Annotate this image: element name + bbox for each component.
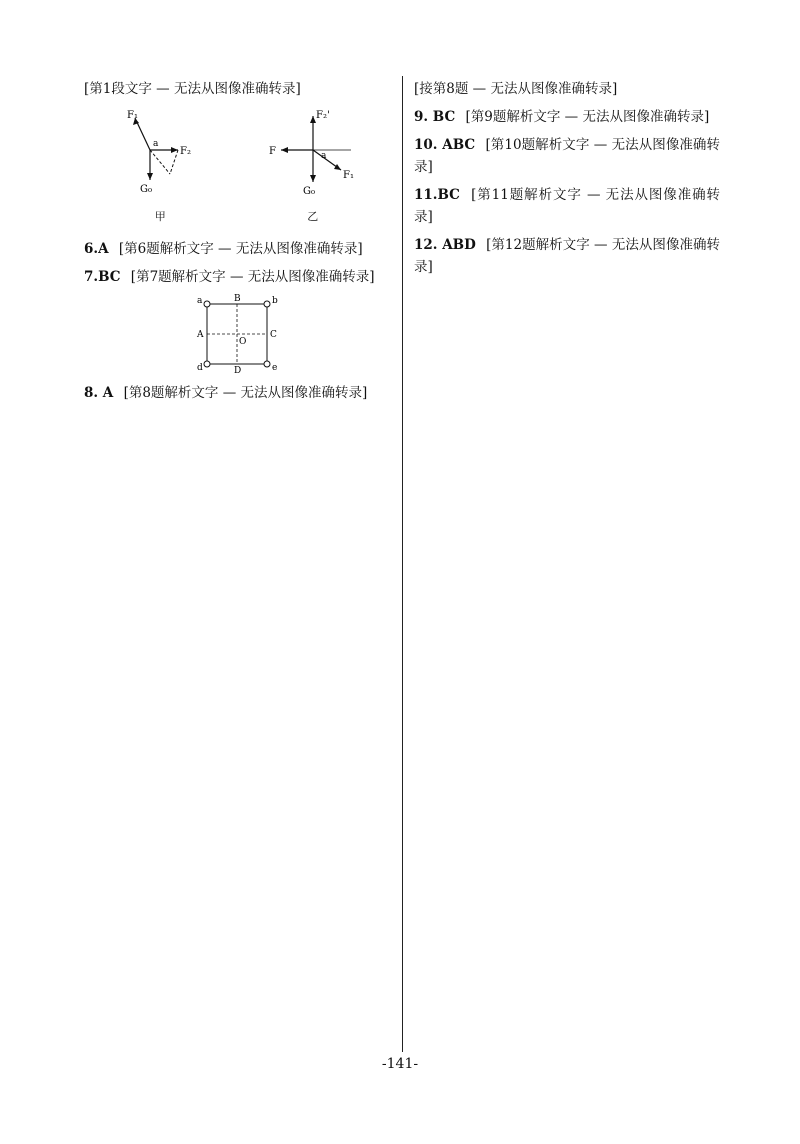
answer-7	[84, 266, 389, 288]
force-label-a: a	[153, 139, 159, 149]
force-diagram-left	[100, 106, 220, 228]
answer-11	[414, 184, 720, 228]
force-label-f1: F₁	[127, 110, 139, 121]
grid-label-d: d	[196, 363, 203, 373]
answer-6-text: [第6题解析文字 — 无法从图像准确转录]	[118, 241, 363, 257]
charge-d	[204, 361, 210, 367]
left-column	[84, 78, 389, 410]
column-divider	[402, 76, 403, 1052]
force-label-f2: F₂	[180, 146, 192, 157]
force-arrowhead-f1b	[334, 164, 341, 170]
answer-10-text: [第10题解析文字 — 无法从图像准确转录]	[414, 137, 720, 175]
force-label-f2p: F₂'	[315, 110, 330, 121]
force-diagram-right	[253, 106, 373, 228]
force-arrowhead-g2	[310, 175, 316, 182]
charge-a	[204, 301, 210, 307]
force-label-a2: a	[320, 151, 327, 161]
force-diagram-left-svg	[100, 106, 220, 196]
answer-9	[414, 106, 720, 128]
answer-6-number: 6.A	[84, 241, 109, 257]
right-column	[414, 78, 720, 284]
force-arrowhead-g	[147, 173, 153, 180]
answer-6	[84, 238, 389, 260]
force-arrowhead-f	[281, 147, 288, 153]
grid-label-a: a	[196, 296, 202, 306]
answer-12-text: [第12题解析文字 — 无法从图像准确转录]	[414, 237, 721, 275]
force-diagrams	[84, 106, 389, 228]
answer-11-number: 11.BC	[414, 187, 460, 203]
answer-10-number: 10. ABC	[414, 137, 476, 153]
answer-9-number: 9. BC	[414, 109, 456, 125]
force-label-g2: G₀	[302, 186, 315, 196]
grid-label-b: b	[271, 296, 278, 306]
grid-label-a-upper: A	[196, 330, 203, 340]
charge-e	[264, 361, 270, 367]
force-label-f: F	[268, 146, 276, 157]
force-parallelogram-line	[170, 150, 178, 174]
grid-label-b-upper: B	[233, 294, 241, 304]
answer-12-number: 12. ABD	[414, 237, 476, 253]
answer-12	[414, 234, 720, 278]
answer-9-text: [第9题解析文字 — 无法从图像准确转录]	[465, 109, 710, 125]
grid-label-e: e	[271, 363, 277, 373]
grid-label-c: C	[269, 330, 277, 340]
square-charge-diagram	[177, 294, 297, 374]
answer-8-number: 8. A	[84, 385, 114, 401]
force-resultant-line	[150, 150, 170, 174]
answer-8	[84, 382, 389, 404]
left-continuation-text: [第1段文字 — 无法从图像准确转录]	[84, 81, 301, 97]
grid-label-d-upper: D	[233, 366, 241, 374]
force-diagram-right-label: 乙	[307, 210, 319, 223]
page-number: -141-	[381, 1056, 419, 1072]
answer-11-text: [第11题解析文字 — 无法从图像准确转录]	[414, 187, 720, 225]
answer-7-number: 7.BC	[84, 269, 121, 285]
force-label-g: G₀	[140, 184, 153, 195]
answer-8-text: [第8题解析文字 — 无法从图像准确转录]	[123, 385, 368, 401]
force-label-f1b: F₁	[342, 170, 354, 181]
force-diagram-right-svg	[253, 106, 373, 196]
charge-b	[264, 301, 270, 307]
grid-label-o: O	[238, 337, 246, 347]
right-continuation-text: [接第8题 — 无法从图像准确转录]	[414, 81, 618, 97]
force-diagram-left-label: 甲	[154, 210, 166, 223]
answer-10	[414, 134, 720, 178]
answer-7-text: [第7题解析文字 — 无法从图像准确转录]	[130, 269, 375, 285]
